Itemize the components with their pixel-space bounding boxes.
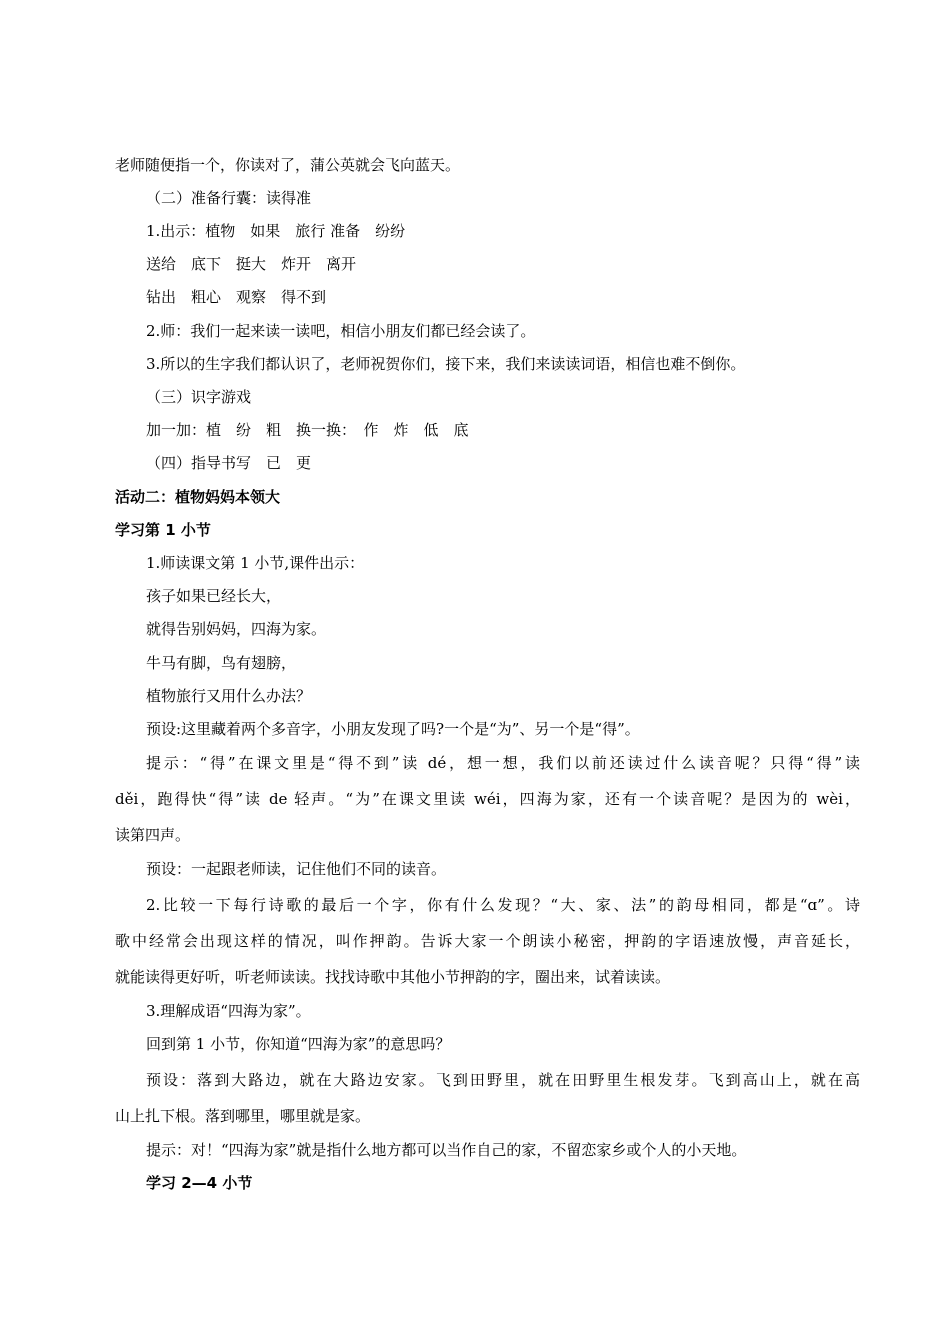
section-heading: （四）指导书写 已 更 (146, 454, 312, 472)
poem-line: 植物旅行又用什么办法？ (146, 687, 312, 705)
section-heading: （三）识字游戏 (146, 388, 252, 406)
text-line: 回到第 1 小节，你知道“四海为家”的意思吗？ (146, 1035, 451, 1053)
text-line: 加一加：植 纷 粗 换一换： 作 炸 低 底 (146, 421, 469, 439)
poem-line: 就得告别妈妈，四海为家。 (146, 620, 327, 638)
text-line: 读第四声。 (115, 826, 191, 844)
text-line: 山上扎下根。落到哪里，哪里就是家。 (115, 1107, 371, 1125)
text-line: 3.所以的生字我们都认识了，老师祝贺你们，接下来，我们来读读词语，相信也难不倒你。 (146, 355, 746, 373)
text-line: 送给 底下 挺大 炸开 离开 (146, 255, 357, 273)
text-line: 歌中经常会出现这样的情况，叫作押韵。告诉大家一个朗读小秘密，押韵的字语速放慢，声音延长， (115, 932, 860, 950)
subsection-heading: 学习第 1 小节 (115, 521, 211, 539)
text-line: děi，跑得快“得”读 de 轻声。“为”在课文里读 wéi，四海为家，还有一个读音呢？是因为的 wèi， (115, 790, 860, 808)
text-line: 2.师：我们一起来读一读吧，相信小朋友们都已经会读了。 (146, 322, 536, 340)
text-line: 预设：落到大路边，就在大路边安家。飞到田野里，就在田野里生根发芽。飞到高山上，就在高 (146, 1071, 860, 1089)
text-line: 钻出 粗心 观察 得不到 (146, 288, 327, 306)
text-line: 提示：对！“四海为家”就是指什么地方都可以当作自己的家，不留恋家乡或个人的小天地。 (146, 1141, 747, 1159)
text-line: 提示：“得”在课文里是“得不到”读 dé，想一想，我们以前还读过什么读音呢？只得“得”读 (146, 754, 860, 772)
activity-heading: 活动二：植物妈妈本领大 (115, 488, 281, 506)
text-line: 1.师读课文第 1 小节,课件出示： (146, 554, 365, 572)
text-line: 预设:这里藏着两个多音字，小朋友发现了吗?一个是“为”、另一个是“得”。 (146, 720, 640, 738)
poem-line: 牛马有脚，鸟有翅膀， (146, 654, 297, 672)
section-heading: （二）准备行囊：读得准 (146, 189, 312, 207)
text-line: 就能读得更好听，听老师读读。找找诗歌中其他小节押韵的字，圈出来，试着读读。 (115, 968, 671, 986)
text-line: 2.比较一下每行诗歌的最后一个字，你有什么发现？“大、家、法”的韵母相同，都是“ɑ”。诗 (146, 896, 860, 914)
text-line: 预设：一起跟老师读，记住他们不同的读音。 (146, 860, 447, 878)
text-line: 1.出示：植物 如果 旅行 准备 纷纷 (146, 222, 406, 240)
text-line: 3.理解成语“四海为家”。 (146, 1002, 311, 1020)
poem-line: 孩子如果已经长大， (146, 587, 282, 605)
subsection-heading: 学习 2—4 小节 (146, 1174, 253, 1192)
text-line: 老师随便指一个，你读对了，蒲公英就会飞向蓝天。 (115, 156, 461, 174)
